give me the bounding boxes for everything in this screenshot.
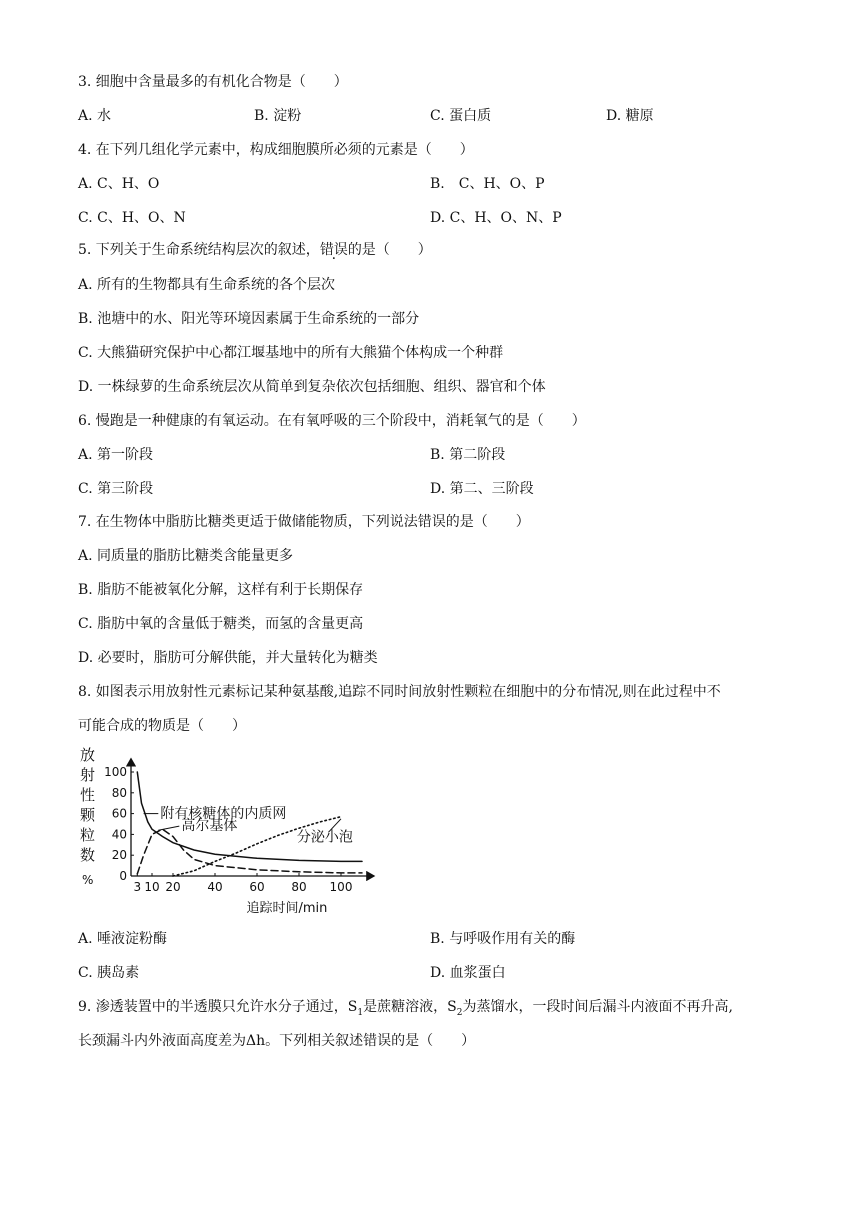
series-label-3: 分泌小泡 xyxy=(296,829,353,846)
y-tick-label: 40 xyxy=(111,827,127,842)
q5-stem-pre: 5. 下列关于生命系统结构层次的叙述， xyxy=(78,242,320,258)
q5-stem xyxy=(78,240,432,260)
q3-option-a: A. 水 xyxy=(78,108,112,124)
q8-option-b: B. 与呼吸作用有关的酶 xyxy=(430,931,576,947)
q5-stem-post: 的是（ ） xyxy=(347,242,432,258)
q7-option-d: D. 必要时，脂肪可分解供能，并大量转化为糖类 xyxy=(78,650,378,666)
x-tick-label: 3 xyxy=(133,880,142,894)
series-label-1: 附有核糖体的内质网 xyxy=(160,805,287,822)
q6-option-c: C. 第三阶段 xyxy=(78,481,154,497)
x-axis-label: 追踪时间/min xyxy=(246,901,328,916)
q8-stem-line2: 可能合成的物质是（ ） xyxy=(78,718,246,734)
q4-option-a: A. C、H、O xyxy=(78,176,160,192)
q7-option-a: A. 同质量的脂肪比糖类含能量更多 xyxy=(78,548,294,564)
q4-option-d: D. C、H、O、N、P xyxy=(430,210,562,226)
radioactivity-chart xyxy=(76,744,376,916)
q6-option-a: A. 第一阶段 xyxy=(78,447,154,463)
x-tick-label: 100 xyxy=(329,880,353,894)
q9-text-a: 9. 渗透装置中的半透膜只允许水分子通过，S xyxy=(78,999,358,1015)
y-label-char: 性 xyxy=(80,786,96,804)
q7-option-b: B. 脂肪不能被氧化分解，这样有利于长期保存 xyxy=(78,582,364,598)
q3-option-d: D. 糖原 xyxy=(606,108,654,124)
x-tick-label: 20 xyxy=(165,880,181,894)
q4-option-b: B. C、H、O、P xyxy=(430,176,545,192)
x-tick-label: 80 xyxy=(291,880,307,894)
x-tick-label: 60 xyxy=(249,880,265,894)
y-axis-label xyxy=(80,746,96,887)
y-tick-label: 20 xyxy=(111,848,127,863)
q5-option-a: A. 所有的生物都具有生命系统的各个层次 xyxy=(78,277,336,293)
q9-text-b: 是蔗糖溶液，S xyxy=(363,999,457,1015)
x-tick-label: 10 xyxy=(144,880,160,894)
y-unit-label: % xyxy=(82,873,94,887)
y-label-char: 数 xyxy=(80,846,96,864)
q5-option-b: B. 池塘中的水、阳光等环境因素属于生命系统的一部分 xyxy=(78,311,420,327)
series-label-leader xyxy=(158,826,179,830)
q6-stem: 6. 慢跑是一种健康的有氧运动。在有氧呼吸的三个阶段中，消耗氧气的是（ ） xyxy=(78,413,586,429)
q9-sub-2: 2 xyxy=(456,1007,463,1018)
y-tick-label: 100 xyxy=(104,765,127,779)
q5-option-c: C. 大熊猫研究保护中心都江堰基地中的所有大熊猫个体构成一个种群 xyxy=(78,345,504,361)
q4-option-c: C. C、H、O、N xyxy=(78,210,186,226)
q9-sub-1: 1 xyxy=(357,1007,364,1018)
y-label-char: 颗 xyxy=(80,806,96,824)
q6-option-d: D. 第二、三阶段 xyxy=(430,481,534,497)
y-tick-label: 80 xyxy=(111,785,127,800)
y-label-char: 射 xyxy=(80,766,96,784)
y-tick-labels xyxy=(104,765,134,883)
chart-series xyxy=(137,772,362,876)
q8-option-d: D. 血浆蛋白 xyxy=(430,965,506,981)
q6-option-b: B. 第二阶段 xyxy=(430,447,506,463)
q7-option-c: C. 脂肪中氧的含量低于糖类，而氢的含量更高 xyxy=(78,616,364,632)
series-label-2: 高尔基体 xyxy=(181,818,238,835)
y-tick-label: 0 xyxy=(119,869,127,883)
q3-option-b: B. 淀粉 xyxy=(254,108,302,124)
q3-option-c: C. 蛋白质 xyxy=(430,108,492,124)
q3-stem: 3. 细胞中含量最多的有机化合物是（ ） xyxy=(78,74,348,90)
y-tick-label: 60 xyxy=(111,806,127,821)
q5-option-d: D. 一株绿萝的生命系统层次从简单到复杂依次包括细胞、组织、器官和个体 xyxy=(78,379,546,395)
q8-option-a: A. 唾液淀粉酶 xyxy=(78,931,168,947)
q4-stem: 4. 在下列几组化学元素中，构成细胞膜所必须的元素是（ ） xyxy=(78,142,474,158)
q5-stem-emphasis: 错误 xyxy=(319,242,348,258)
q8-stem-line1: 8. 如图表示用放射性元素标记某种氨基酸,追踪不同时间放射性颗粒在细胞中的分布情况,则在此过程中不 xyxy=(78,684,721,700)
q8-option-c: C. 胰岛素 xyxy=(78,965,140,981)
x-tick-label: 40 xyxy=(207,880,223,894)
y-label-char: 粒 xyxy=(80,826,96,844)
q9-stem-line2: 长颈漏斗内外液面高度差为Δh。下列相关叙述错误的是（ ） xyxy=(78,1033,476,1049)
q9-text-c: 为蒸馏水，一段时间后漏斗内液面不再升高, xyxy=(462,999,733,1015)
q9-stem-line1 xyxy=(78,997,733,1023)
q7-stem: 7. 在生物体中脂肪比糖类更适于做储能物质，下列说法错误的是（ ） xyxy=(78,514,530,530)
y-label-char: 放 xyxy=(80,746,96,764)
